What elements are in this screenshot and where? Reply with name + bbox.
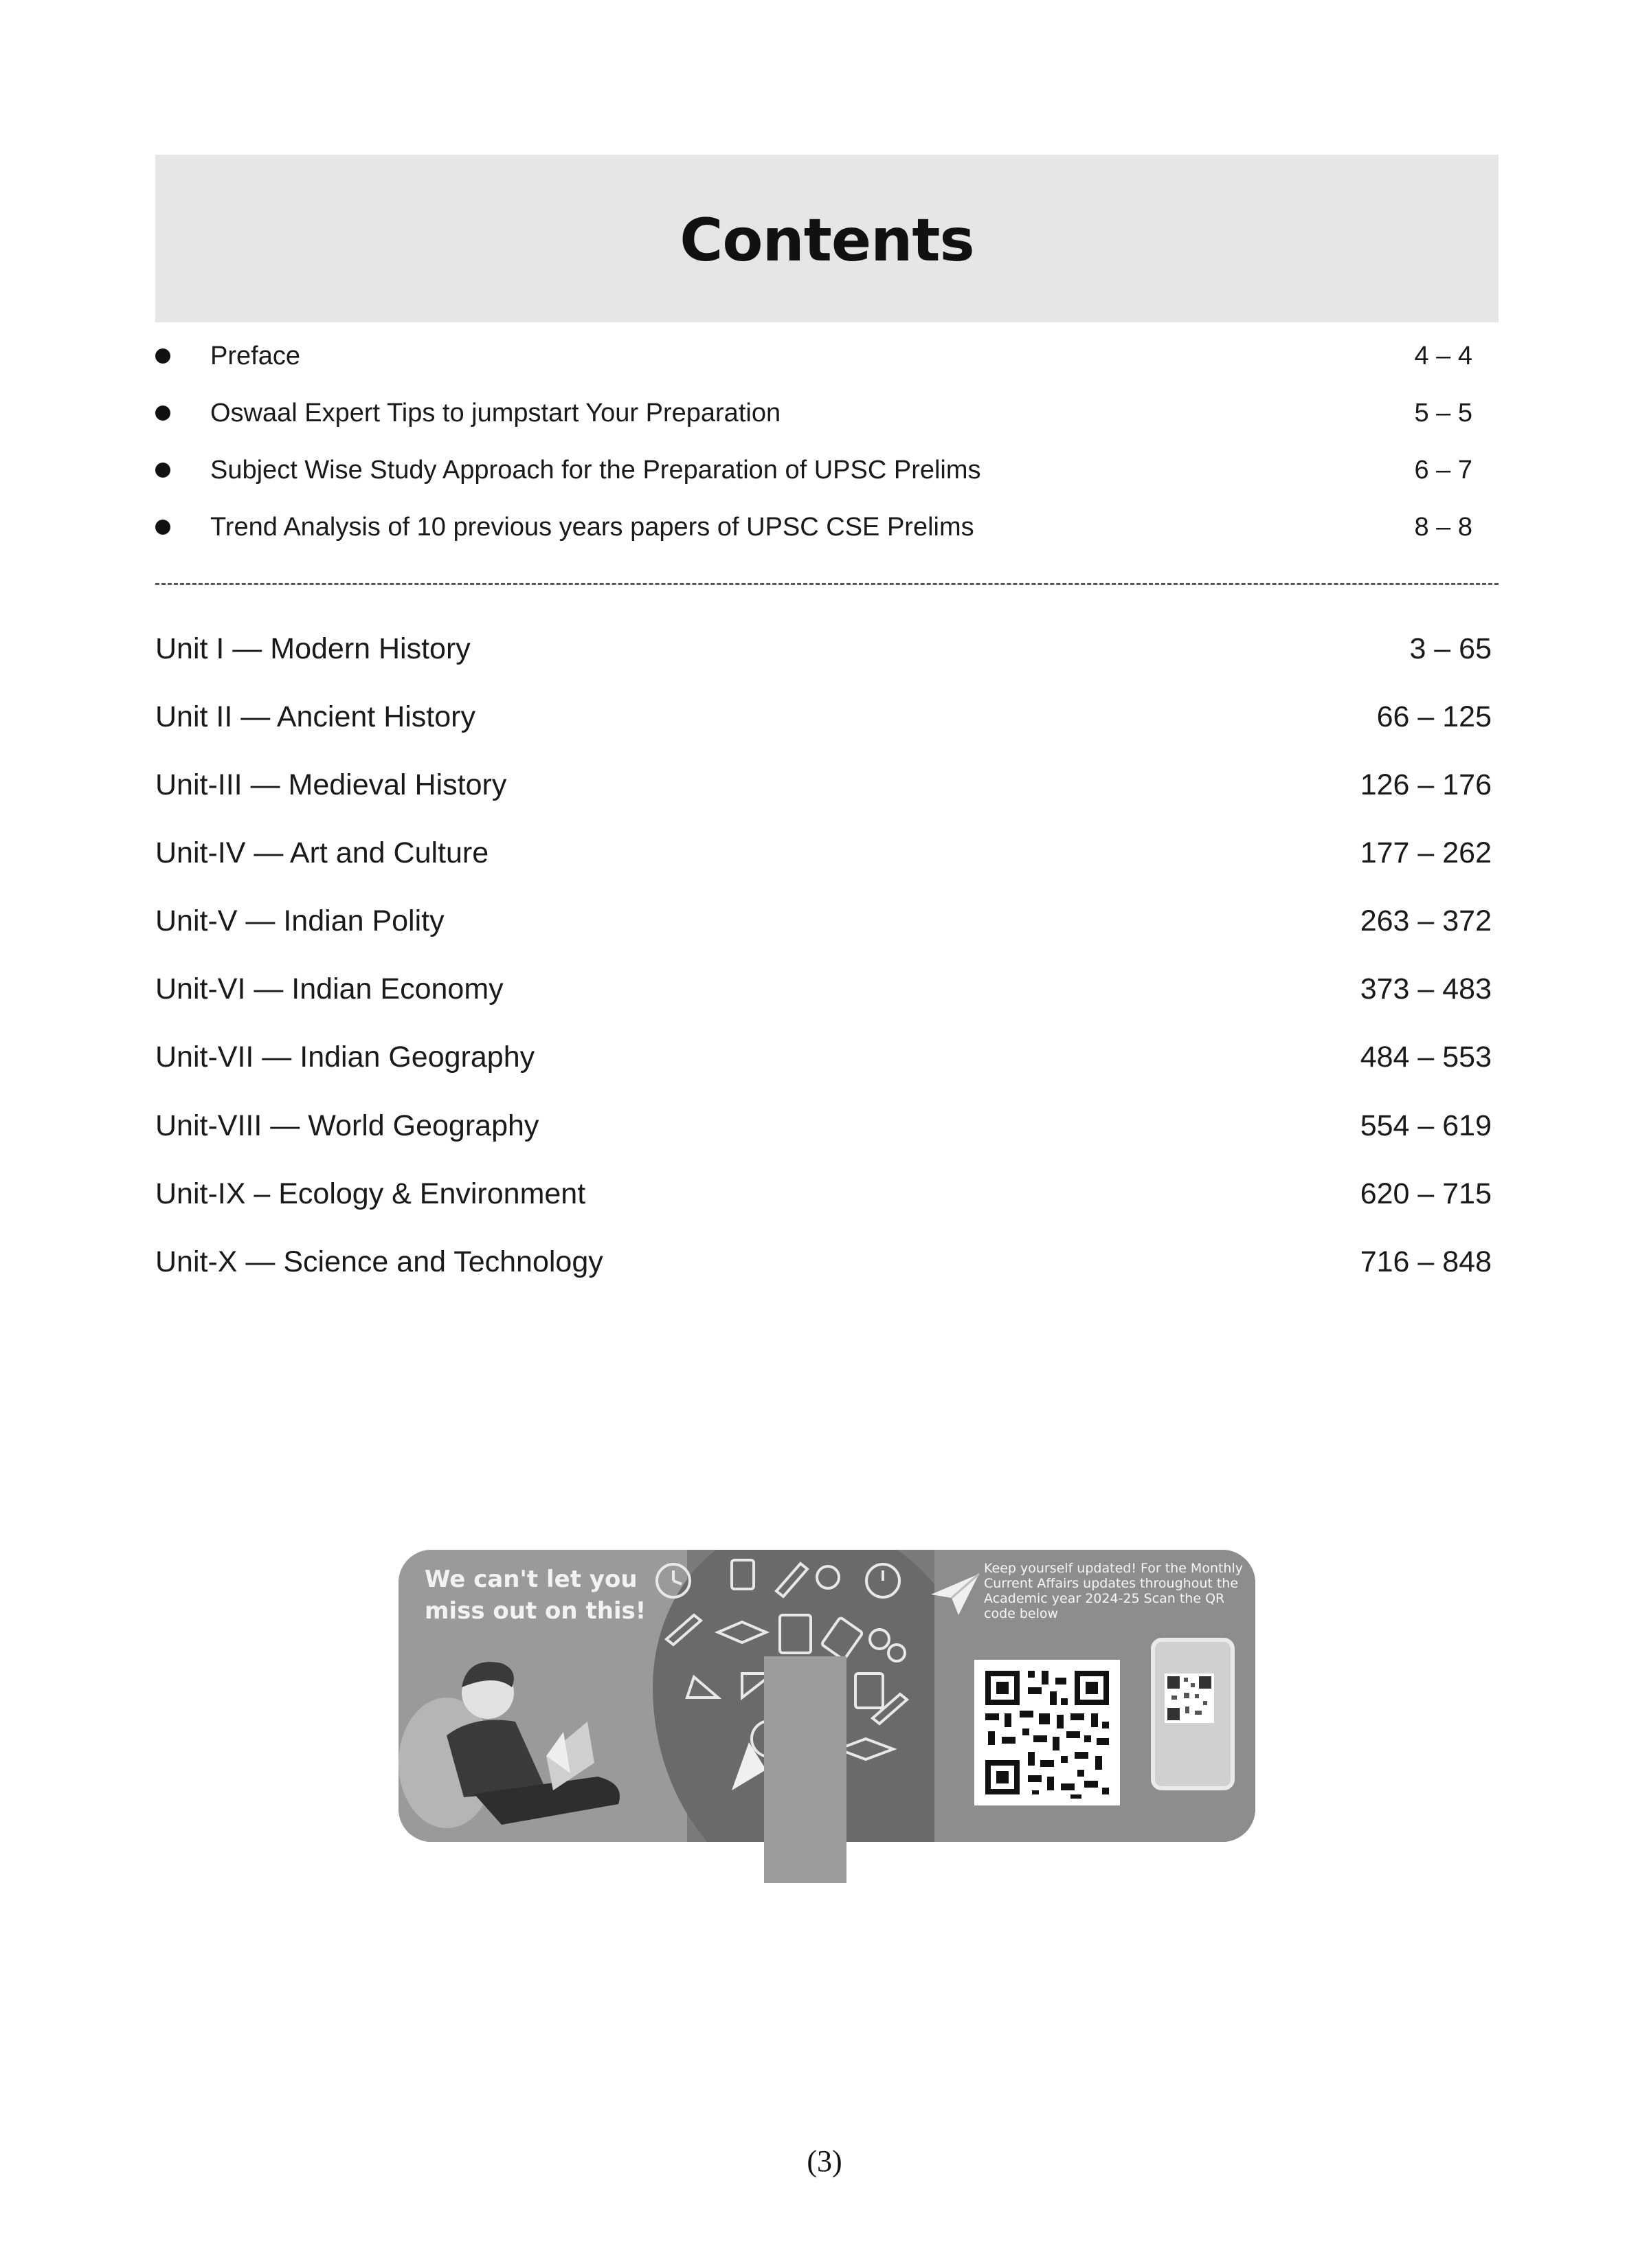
unit-label: Unit-III — Medieval History bbox=[155, 768, 507, 801]
unit-row[interactable] bbox=[155, 1023, 1499, 1091]
unit-row[interactable] bbox=[155, 1159, 1499, 1228]
front-matter-pages: 5 – 5 bbox=[1414, 399, 1472, 427]
section-divider bbox=[155, 583, 1499, 585]
unit-label: Unit-VIII — World Geography bbox=[155, 1109, 539, 1142]
unit-row[interactable] bbox=[155, 751, 1499, 819]
front-matter-label: Trend Analysis of 10 previous years papers of UPSC CSE Prelims bbox=[210, 513, 974, 542]
banner-headline: We can't let you miss out on this! bbox=[425, 1566, 647, 1625]
student-reading-illustration bbox=[399, 1619, 687, 1842]
unit-pages: 554 – 619 bbox=[1360, 1109, 1492, 1142]
unit-label: Unit-VI — Indian Economy bbox=[155, 972, 504, 1005]
unit-row[interactable] bbox=[155, 682, 1499, 751]
front-matter-item[interactable] bbox=[155, 386, 1499, 442]
banner-note: Keep yourself updated! For the Monthly Current Affairs updates throughout the Academic year 2024-25 Scan the QR code below bbox=[984, 1561, 1243, 1621]
bullet-icon bbox=[155, 520, 170, 535]
qr-pattern-icon bbox=[974, 1660, 1120, 1805]
front-matter-pages: 4 – 4 bbox=[1414, 342, 1472, 370]
unit-row[interactable] bbox=[155, 819, 1499, 887]
front-matter-item[interactable] bbox=[155, 500, 1499, 556]
front-matter-pages: 8 – 8 bbox=[1414, 513, 1472, 542]
bullet-icon bbox=[155, 405, 170, 421]
unit-pages: 66 – 125 bbox=[1376, 700, 1492, 733]
unit-row[interactable] bbox=[155, 1227, 1499, 1296]
unit-pages: 373 – 483 bbox=[1360, 972, 1492, 1005]
paper-plane-icon bbox=[928, 1570, 983, 1619]
unit-label: Unit II — Ancient History bbox=[155, 700, 475, 733]
front-matter-label: Subject Wise Study Approach for the Preparation of UPSC Prelims bbox=[210, 456, 981, 485]
bullet-icon bbox=[155, 348, 170, 364]
front-matter-item[interactable] bbox=[155, 329, 1499, 385]
unit-row[interactable] bbox=[155, 614, 1499, 683]
unit-label: Unit-X — Science and Technology bbox=[155, 1245, 603, 1278]
unit-label: Unit-IV — Art and Culture bbox=[155, 836, 489, 869]
unit-pages: 263 – 372 bbox=[1360, 904, 1492, 937]
unit-row[interactable] bbox=[155, 955, 1499, 1023]
unit-row[interactable] bbox=[155, 887, 1499, 955]
front-matter-label: Preface bbox=[210, 342, 300, 370]
phone-qr-icon bbox=[1165, 1674, 1214, 1723]
page-title: Contents bbox=[680, 206, 974, 275]
unit-row[interactable] bbox=[155, 1091, 1499, 1160]
hand-holding-phone-illustration bbox=[764, 1656, 846, 1883]
unit-pages: 620 – 715 bbox=[1360, 1177, 1492, 1210]
bullet-icon bbox=[155, 463, 170, 478]
page-number: (3) bbox=[807, 2144, 842, 2178]
unit-pages: 484 – 553 bbox=[1360, 1041, 1492, 1074]
unit-label: Unit-V — Indian Polity bbox=[155, 904, 445, 937]
unit-pages: 3 – 65 bbox=[1409, 632, 1492, 665]
front-matter-label: Oswaal Expert Tips to jumpstart Your Preparation bbox=[210, 399, 781, 427]
unit-pages: 177 – 262 bbox=[1360, 836, 1492, 869]
front-matter-pages: 6 – 7 bbox=[1414, 456, 1472, 485]
unit-pages: 126 – 176 bbox=[1360, 768, 1492, 801]
qr-code[interactable] bbox=[974, 1660, 1120, 1805]
unit-pages: 716 – 848 bbox=[1360, 1245, 1492, 1278]
unit-label: Unit-VII — Indian Geography bbox=[155, 1041, 535, 1074]
contents-title-bar bbox=[155, 155, 1499, 322]
front-matter-item[interactable] bbox=[155, 443, 1499, 499]
unit-label: Unit-IX – Ecology & Environment bbox=[155, 1177, 586, 1210]
unit-label: Unit I — Modern History bbox=[155, 632, 471, 665]
